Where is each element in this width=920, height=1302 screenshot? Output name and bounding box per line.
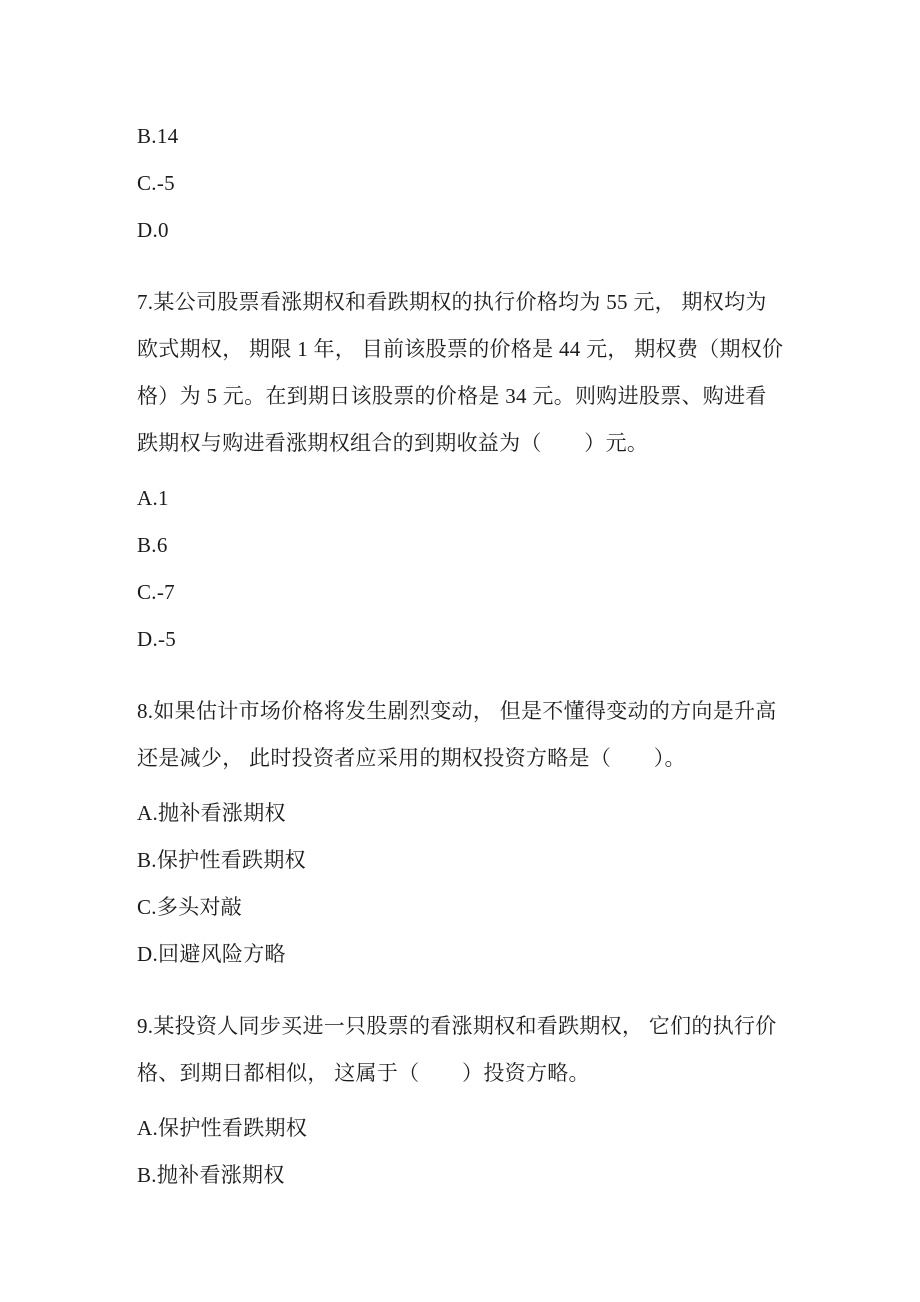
question-line: 8.如果估计市场价格将发生剧烈变动， 但是不懂得变动的方向是升高 xyxy=(137,699,777,723)
option-line: C.-7 xyxy=(137,580,175,604)
option-line: A.1 xyxy=(137,486,169,510)
question-line: 9.某投资人同步买进一只股票的看涨期权和看跌期权， 它们的执行价 xyxy=(137,1014,777,1038)
question-line: 7.某公司股票看涨期权和看跌期权的执行价格均为 55 元， 期权均为 xyxy=(137,290,767,314)
option-line: D.-5 xyxy=(137,627,177,651)
option-line: B.保护性看跌期权 xyxy=(137,848,306,872)
content-area xyxy=(137,113,865,1199)
option-line: B.抛补看涨期权 xyxy=(137,1163,285,1187)
option-line: B.14 xyxy=(137,124,179,148)
option-line: C.多头对敲 xyxy=(137,895,243,919)
question-line: 格、到期日都相似， 这属于（ ）投资方略。 xyxy=(137,1061,590,1085)
option-line: A.抛补看涨期权 xyxy=(137,801,286,825)
question-line: 格）为 5 元。在到期日该股票的价格是 34 元。则购进股票、购进看 xyxy=(137,384,767,408)
option-line: D.回避风险方略 xyxy=(137,942,286,966)
question-line: 还是减少， 此时投资者应采用的期权投资方略是（ ）。 xyxy=(137,746,686,770)
question-line: 欧式期权， 期限 1 年， 目前该股票的价格是 44 元， 期权费（期权价 xyxy=(137,337,784,361)
option-line: B.6 xyxy=(137,533,168,557)
option-line: A.保护性看跌期权 xyxy=(137,1116,308,1140)
option-line: C.-5 xyxy=(137,171,175,195)
option-line: D.0 xyxy=(137,218,169,242)
question-line: 跌期权与购进看涨期权组合的到期收益为（ ）元。 xyxy=(137,431,649,455)
